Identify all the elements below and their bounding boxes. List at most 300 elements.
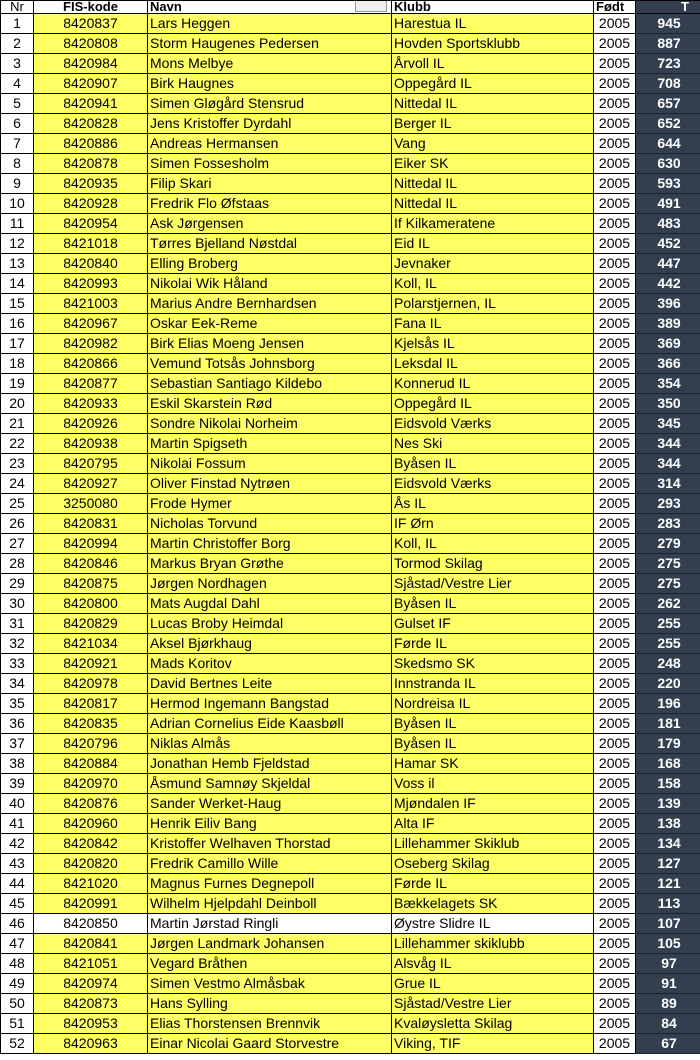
cell-nr[interactable]: 48 bbox=[1, 954, 34, 974]
cell-total[interactable]: 283 bbox=[636, 514, 700, 534]
cell-fodt[interactable]: 2005 bbox=[594, 874, 636, 894]
cell-navn[interactable]: Jørgen Landmark Johansen bbox=[148, 934, 392, 954]
cell-klubb[interactable]: Ås IL bbox=[392, 494, 594, 514]
cell-nr[interactable]: 4 bbox=[1, 74, 34, 94]
cell-fis-kode[interactable]: 8420991 bbox=[34, 894, 148, 914]
table-row[interactable] bbox=[1, 894, 700, 914]
cell-klubb[interactable]: Lillehammer Skiklub bbox=[392, 834, 594, 854]
cell-klubb[interactable]: Byåsen IL bbox=[392, 734, 594, 754]
cell-fodt[interactable]: 2005 bbox=[594, 294, 636, 314]
cell-fis-kode[interactable]: 8420829 bbox=[34, 614, 148, 634]
table-row[interactable] bbox=[1, 314, 700, 334]
table-row[interactable] bbox=[1, 194, 700, 214]
cell-total[interactable]: 630 bbox=[636, 154, 700, 174]
cell-klubb[interactable]: Skedsmo SK bbox=[392, 654, 594, 674]
cell-navn[interactable]: Nikolai Wik Håland bbox=[148, 274, 392, 294]
cell-fis-kode[interactable]: 8420837 bbox=[34, 14, 148, 34]
cell-klubb[interactable]: Eiker SK bbox=[392, 154, 594, 174]
cell-navn[interactable]: Eskil Skarstein Rød bbox=[148, 394, 392, 414]
cell-navn[interactable]: Henrik Eiliv Bang bbox=[148, 814, 392, 834]
cell-nr[interactable]: 38 bbox=[1, 754, 34, 774]
cell-fodt[interactable]: 2005 bbox=[594, 994, 636, 1014]
cell-navn[interactable]: Fredrik Camillo Wille bbox=[148, 854, 392, 874]
cell-nr[interactable]: 20 bbox=[1, 394, 34, 414]
cell-nr[interactable]: 49 bbox=[1, 974, 34, 994]
cell-fodt[interactable]: 2005 bbox=[594, 314, 636, 334]
cell-nr[interactable]: 34 bbox=[1, 674, 34, 694]
cell-klubb[interactable]: Eidsvold Værks bbox=[392, 474, 594, 494]
cell-fodt[interactable]: 2005 bbox=[594, 854, 636, 874]
cell-fis-kode[interactable]: 8421020 bbox=[34, 874, 148, 894]
cell-total[interactable]: 314 bbox=[636, 474, 700, 494]
cell-fodt[interactable]: 2005 bbox=[594, 914, 636, 934]
cell-fodt[interactable]: 2005 bbox=[594, 94, 636, 114]
cell-navn[interactable]: Elias Thorstensen Brennvik bbox=[148, 1014, 392, 1034]
cell-fodt[interactable]: 2005 bbox=[594, 894, 636, 914]
cell-klubb[interactable]: Alta IF bbox=[392, 814, 594, 834]
cell-fodt[interactable]: 2005 bbox=[594, 114, 636, 134]
cell-nr[interactable]: 31 bbox=[1, 614, 34, 634]
cell-fodt[interactable]: 2005 bbox=[594, 1034, 636, 1054]
cell-navn[interactable]: Birk Elias Moeng Jensen bbox=[148, 334, 392, 354]
table-row[interactable] bbox=[1, 14, 700, 34]
cell-klubb[interactable]: Viking, TIF bbox=[392, 1034, 594, 1054]
cell-fodt[interactable]: 2005 bbox=[594, 674, 636, 694]
cell-nr[interactable]: 1 bbox=[1, 14, 34, 34]
cell-fis-kode[interactable]: 8420850 bbox=[34, 914, 148, 934]
cell-klubb[interactable]: Årvoll IL bbox=[392, 54, 594, 74]
table-row[interactable] bbox=[1, 374, 700, 394]
cell-fodt[interactable]: 2005 bbox=[594, 414, 636, 434]
table-row[interactable] bbox=[1, 974, 700, 994]
cell-navn[interactable]: Oskar Eek-Reme bbox=[148, 314, 392, 334]
cell-klubb[interactable]: Bækkelagets SK bbox=[392, 894, 594, 914]
cell-total[interactable]: 113 bbox=[636, 894, 700, 914]
cell-fis-kode[interactable]: 8420820 bbox=[34, 854, 148, 874]
cell-total[interactable]: 354 bbox=[636, 374, 700, 394]
cell-fodt[interactable]: 2005 bbox=[594, 774, 636, 794]
cell-navn[interactable]: Jørgen Nordhagen bbox=[148, 574, 392, 594]
cell-navn[interactable]: Martin Jørstad Ringli bbox=[148, 914, 392, 934]
cell-fis-kode[interactable]: 8420840 bbox=[34, 254, 148, 274]
cell-navn[interactable]: Andreas Hermansen bbox=[148, 134, 392, 154]
cell-total[interactable]: 442 bbox=[636, 274, 700, 294]
cell-total[interactable]: 84 bbox=[636, 1014, 700, 1034]
table-row[interactable] bbox=[1, 414, 700, 434]
cell-nr[interactable]: 43 bbox=[1, 854, 34, 874]
cell-klubb[interactable]: Oppegård IL bbox=[392, 74, 594, 94]
cell-navn[interactable]: Filip Skari bbox=[148, 174, 392, 194]
cell-total[interactable]: 708 bbox=[636, 74, 700, 94]
cell-fis-kode[interactable]: 8421051 bbox=[34, 954, 148, 974]
cell-nr[interactable]: 50 bbox=[1, 994, 34, 1014]
cell-fodt[interactable]: 2005 bbox=[594, 494, 636, 514]
cell-klubb[interactable]: Kvaløysletta Skilag bbox=[392, 1014, 594, 1034]
cell-klubb[interactable]: Innstranda IL bbox=[392, 674, 594, 694]
table-row[interactable] bbox=[1, 454, 700, 474]
cell-total[interactable]: 344 bbox=[636, 434, 700, 454]
cell-fis-kode[interactable]: 8420933 bbox=[34, 394, 148, 414]
table-row[interactable] bbox=[1, 734, 700, 754]
table-row[interactable] bbox=[1, 354, 700, 374]
table-row[interactable] bbox=[1, 554, 700, 574]
cell-klubb[interactable]: Byåsen IL bbox=[392, 454, 594, 474]
cell-total[interactable]: 723 bbox=[636, 54, 700, 74]
cell-total[interactable]: 593 bbox=[636, 174, 700, 194]
table-row[interactable] bbox=[1, 214, 700, 234]
cell-nr[interactable]: 41 bbox=[1, 814, 34, 834]
table-row[interactable] bbox=[1, 134, 700, 154]
cell-total[interactable]: 652 bbox=[636, 114, 700, 134]
cell-navn[interactable]: Hermod Ingemann Bangstad bbox=[148, 694, 392, 714]
cell-fodt[interactable]: 2005 bbox=[594, 1014, 636, 1034]
cell-nr[interactable]: 17 bbox=[1, 334, 34, 354]
cell-klubb[interactable]: Fana IL bbox=[392, 314, 594, 334]
cell-total[interactable]: 945 bbox=[636, 14, 700, 34]
cell-navn[interactable]: Nicholas Torvund bbox=[148, 514, 392, 534]
cell-total[interactable]: 158 bbox=[636, 774, 700, 794]
cell-klubb[interactable]: Grue IL bbox=[392, 974, 594, 994]
table-row[interactable] bbox=[1, 674, 700, 694]
cell-fis-kode[interactable]: 8420941 bbox=[34, 94, 148, 114]
table-row[interactable] bbox=[1, 714, 700, 734]
cell-nr[interactable]: 36 bbox=[1, 714, 34, 734]
cell-nr[interactable]: 23 bbox=[1, 454, 34, 474]
cell-fodt[interactable]: 2005 bbox=[594, 694, 636, 714]
table-row[interactable] bbox=[1, 474, 700, 494]
cell-fis-kode[interactable]: 8420935 bbox=[34, 174, 148, 194]
cell-total[interactable]: 138 bbox=[636, 814, 700, 834]
cell-klubb[interactable]: Koll, IL bbox=[392, 274, 594, 294]
cell-fodt[interactable]: 2005 bbox=[594, 654, 636, 674]
cell-fis-kode[interactable]: 8420876 bbox=[34, 794, 148, 814]
cell-total[interactable]: 657 bbox=[636, 94, 700, 114]
table-row[interactable] bbox=[1, 274, 700, 294]
cell-nr[interactable]: 47 bbox=[1, 934, 34, 954]
column-header-navn[interactable] bbox=[148, 1, 392, 14]
cell-fodt[interactable]: 2005 bbox=[594, 734, 636, 754]
cell-klubb[interactable]: Eidsvold Værks bbox=[392, 414, 594, 434]
cell-fis-kode[interactable]: 8420994 bbox=[34, 534, 148, 554]
table-row[interactable] bbox=[1, 514, 700, 534]
table-row[interactable] bbox=[1, 174, 700, 194]
table-row[interactable] bbox=[1, 774, 700, 794]
cell-klubb[interactable]: Tormod Skilag bbox=[392, 554, 594, 574]
cell-navn[interactable]: Vegard Bråthen bbox=[148, 954, 392, 974]
table-row[interactable] bbox=[1, 994, 700, 1014]
cell-klubb[interactable]: Vang bbox=[392, 134, 594, 154]
cell-klubb[interactable]: Gulset IF bbox=[392, 614, 594, 634]
cell-nr[interactable]: 21 bbox=[1, 414, 34, 434]
cell-navn[interactable]: Lucas Broby Heimdal bbox=[148, 614, 392, 634]
column-header-nr[interactable]: Nr bbox=[1, 1, 34, 14]
cell-navn[interactable]: Jens Kristoffer Dyrdahl bbox=[148, 114, 392, 134]
cell-total[interactable]: 168 bbox=[636, 754, 700, 774]
cell-klubb[interactable]: Mjøndalen IF bbox=[392, 794, 594, 814]
cell-total[interactable]: 396 bbox=[636, 294, 700, 314]
cell-klubb[interactable]: IF Ørn bbox=[392, 514, 594, 534]
column-header-fodt[interactable]: Født bbox=[594, 1, 636, 14]
cell-fis-kode[interactable]: 8420795 bbox=[34, 454, 148, 474]
cell-klubb[interactable]: Nittedal IL bbox=[392, 94, 594, 114]
cell-fodt[interactable]: 2005 bbox=[594, 374, 636, 394]
cell-klubb[interactable]: Berger IL bbox=[392, 114, 594, 134]
cell-total[interactable]: 491 bbox=[636, 194, 700, 214]
cell-nr[interactable]: 2 bbox=[1, 34, 34, 54]
table-row[interactable] bbox=[1, 574, 700, 594]
cell-klubb[interactable]: Nittedal IL bbox=[392, 194, 594, 214]
column-header-klubb[interactable]: Klubb bbox=[392, 1, 594, 14]
cell-navn[interactable]: Martin Christoffer Borg bbox=[148, 534, 392, 554]
cell-klubb[interactable]: Sjåstad/Vestre Lier bbox=[392, 994, 594, 1014]
cell-total[interactable]: 389 bbox=[636, 314, 700, 334]
cell-nr[interactable]: 22 bbox=[1, 434, 34, 454]
cell-klubb[interactable]: Kjelsås IL bbox=[392, 334, 594, 354]
cell-fis-kode[interactable]: 8420866 bbox=[34, 354, 148, 374]
cell-klubb[interactable]: Øystre Slidre IL bbox=[392, 914, 594, 934]
cell-fodt[interactable]: 2005 bbox=[594, 714, 636, 734]
table-row[interactable] bbox=[1, 854, 700, 874]
cell-nr[interactable]: 8 bbox=[1, 154, 34, 174]
cell-nr[interactable]: 35 bbox=[1, 694, 34, 714]
table-row[interactable] bbox=[1, 794, 700, 814]
cell-nr[interactable]: 11 bbox=[1, 214, 34, 234]
cell-fodt[interactable]: 2005 bbox=[594, 554, 636, 574]
cell-klubb[interactable]: Byåsen IL bbox=[392, 594, 594, 614]
cell-fodt[interactable]: 2005 bbox=[594, 954, 636, 974]
table-row[interactable] bbox=[1, 154, 700, 174]
cell-klubb[interactable]: Nittedal IL bbox=[392, 174, 594, 194]
cell-fodt[interactable]: 2005 bbox=[594, 334, 636, 354]
cell-navn[interactable]: Åsmund Samnøy Skjeldal bbox=[148, 774, 392, 794]
cell-total[interactable]: 350 bbox=[636, 394, 700, 414]
cell-fis-kode[interactable]: 8420873 bbox=[34, 994, 148, 1014]
cell-nr[interactable]: 37 bbox=[1, 734, 34, 754]
table-row[interactable] bbox=[1, 814, 700, 834]
cell-nr[interactable]: 19 bbox=[1, 374, 34, 394]
cell-navn[interactable]: Markus Bryan Grøthe bbox=[148, 554, 392, 574]
cell-fodt[interactable]: 2005 bbox=[594, 454, 636, 474]
cell-nr[interactable]: 33 bbox=[1, 654, 34, 674]
cell-total[interactable]: 483 bbox=[636, 214, 700, 234]
cell-navn[interactable]: Ask Jørgensen bbox=[148, 214, 392, 234]
cell-total[interactable]: 452 bbox=[636, 234, 700, 254]
cell-nr[interactable]: 32 bbox=[1, 634, 34, 654]
column-header-total[interactable]: T bbox=[636, 1, 700, 14]
cell-nr[interactable]: 52 bbox=[1, 1034, 34, 1054]
cell-fodt[interactable]: 2005 bbox=[594, 614, 636, 634]
cell-klubb[interactable]: Oseberg Skilag bbox=[392, 854, 594, 874]
table-row[interactable] bbox=[1, 434, 700, 454]
cell-navn[interactable]: Storm Haugenes Pedersen bbox=[148, 34, 392, 54]
cell-fis-kode[interactable]: 8420817 bbox=[34, 694, 148, 714]
table-row[interactable] bbox=[1, 74, 700, 94]
cell-total[interactable]: 369 bbox=[636, 334, 700, 354]
table-row[interactable] bbox=[1, 914, 700, 934]
cell-nr[interactable]: 44 bbox=[1, 874, 34, 894]
cell-nr[interactable]: 28 bbox=[1, 554, 34, 574]
cell-navn[interactable]: Simen Gløgård Stensrud bbox=[148, 94, 392, 114]
cell-fis-kode[interactable]: 8420967 bbox=[34, 314, 148, 334]
cell-total[interactable]: 447 bbox=[636, 254, 700, 274]
cell-navn[interactable]: Oliver Finstad Nytrøen bbox=[148, 474, 392, 494]
cell-total[interactable]: 105 bbox=[636, 934, 700, 954]
cell-klubb[interactable]: Konnerud IL bbox=[392, 374, 594, 394]
cell-fodt[interactable]: 2005 bbox=[594, 394, 636, 414]
cell-klubb[interactable]: Lillehammer skiklubb bbox=[392, 934, 594, 954]
cell-fis-kode[interactable]: 8420938 bbox=[34, 434, 148, 454]
cell-fis-kode[interactable]: 8420842 bbox=[34, 834, 148, 854]
cell-klubb[interactable]: Sjåstad/Vestre Lier bbox=[392, 574, 594, 594]
table-row[interactable] bbox=[1, 534, 700, 554]
table-row[interactable] bbox=[1, 954, 700, 974]
cell-nr[interactable]: 3 bbox=[1, 54, 34, 74]
cell-klubb[interactable]: Alsvåg IL bbox=[392, 954, 594, 974]
table-row[interactable] bbox=[1, 34, 700, 54]
cell-navn[interactable]: Martin Spigseth bbox=[148, 434, 392, 454]
cell-fis-kode[interactable]: 3250080 bbox=[34, 494, 148, 514]
cell-fodt[interactable]: 2005 bbox=[594, 794, 636, 814]
cell-klubb[interactable]: Nordreisa IL bbox=[392, 694, 594, 714]
cell-fodt[interactable]: 2005 bbox=[594, 634, 636, 654]
cell-fis-kode[interactable]: 8420921 bbox=[34, 654, 148, 674]
cell-navn[interactable]: Mons Melbye bbox=[148, 54, 392, 74]
cell-nr[interactable]: 7 bbox=[1, 134, 34, 154]
cell-klubb[interactable]: Harestua IL bbox=[392, 14, 594, 34]
cell-total[interactable]: 121 bbox=[636, 874, 700, 894]
cell-total[interactable]: 344 bbox=[636, 454, 700, 474]
table-row[interactable] bbox=[1, 54, 700, 74]
cell-navn[interactable]: Sander Werket-Haug bbox=[148, 794, 392, 814]
cell-fis-kode[interactable]: 8421018 bbox=[34, 234, 148, 254]
table-row[interactable] bbox=[1, 594, 700, 614]
table-row[interactable] bbox=[1, 694, 700, 714]
cell-fis-kode[interactable]: 8420970 bbox=[34, 774, 148, 794]
cell-fis-kode[interactable]: 8420886 bbox=[34, 134, 148, 154]
cell-fis-kode[interactable]: 8420835 bbox=[34, 714, 148, 734]
cell-fodt[interactable]: 2005 bbox=[594, 54, 636, 74]
cell-nr[interactable]: 24 bbox=[1, 474, 34, 494]
table-row[interactable] bbox=[1, 614, 700, 634]
cell-navn[interactable]: Nikolai Fossum bbox=[148, 454, 392, 474]
cell-fodt[interactable]: 2005 bbox=[594, 514, 636, 534]
cell-klubb[interactable]: Polarstjernen, IL bbox=[392, 294, 594, 314]
cell-fis-kode[interactable]: 8420978 bbox=[34, 674, 148, 694]
cell-fodt[interactable]: 2005 bbox=[594, 34, 636, 54]
cell-total[interactable]: 89 bbox=[636, 994, 700, 1014]
cell-fodt[interactable]: 2005 bbox=[594, 574, 636, 594]
cell-klubb[interactable]: Voss il bbox=[392, 774, 594, 794]
cell-total[interactable]: 255 bbox=[636, 634, 700, 654]
cell-klubb[interactable]: Koll, IL bbox=[392, 534, 594, 554]
cell-fodt[interactable]: 2005 bbox=[594, 434, 636, 454]
cell-total[interactable]: 275 bbox=[636, 554, 700, 574]
cell-fis-kode[interactable]: 8420974 bbox=[34, 974, 148, 994]
cell-fodt[interactable]: 2005 bbox=[594, 254, 636, 274]
cell-total[interactable]: 248 bbox=[636, 654, 700, 674]
table-row[interactable] bbox=[1, 1014, 700, 1034]
cell-nr[interactable]: 6 bbox=[1, 114, 34, 134]
cell-navn[interactable]: Frode Hymer bbox=[148, 494, 392, 514]
cell-fis-kode[interactable]: 8420963 bbox=[34, 1034, 148, 1054]
table-row[interactable] bbox=[1, 754, 700, 774]
cell-fis-kode[interactable]: 8420927 bbox=[34, 474, 148, 494]
cell-navn[interactable]: Aksel Bjørkhaug bbox=[148, 634, 392, 654]
cell-nr[interactable]: 14 bbox=[1, 274, 34, 294]
cell-nr[interactable]: 51 bbox=[1, 1014, 34, 1034]
filter-dropdown-button[interactable] bbox=[355, 1, 387, 13]
cell-total[interactable]: 181 bbox=[636, 714, 700, 734]
cell-klubb[interactable]: Oppegård IL bbox=[392, 394, 594, 414]
cell-total[interactable]: 67 bbox=[636, 1034, 700, 1054]
cell-total[interactable]: 366 bbox=[636, 354, 700, 374]
cell-navn[interactable]: Adrian Cornelius Eide Kaasbøll bbox=[148, 714, 392, 734]
cell-fis-kode[interactable]: 8420800 bbox=[34, 594, 148, 614]
cell-total[interactable]: 644 bbox=[636, 134, 700, 154]
cell-fis-kode[interactable]: 8420953 bbox=[34, 1014, 148, 1034]
table-row[interactable] bbox=[1, 94, 700, 114]
cell-fis-kode[interactable]: 8420960 bbox=[34, 814, 148, 834]
table-row[interactable] bbox=[1, 1034, 700, 1054]
table-row[interactable] bbox=[1, 394, 700, 414]
cell-navn[interactable]: Jonathan Hemb Fjeldstad bbox=[148, 754, 392, 774]
cell-total[interactable]: 279 bbox=[636, 534, 700, 554]
cell-fodt[interactable]: 2005 bbox=[594, 594, 636, 614]
cell-fodt[interactable]: 2005 bbox=[594, 814, 636, 834]
cell-fodt[interactable]: 2005 bbox=[594, 474, 636, 494]
cell-nr[interactable]: 10 bbox=[1, 194, 34, 214]
cell-navn[interactable]: Simen Fossesholm bbox=[148, 154, 392, 174]
cell-total[interactable]: 255 bbox=[636, 614, 700, 634]
cell-navn[interactable]: Tørres Bjelland Nøstdal bbox=[148, 234, 392, 254]
cell-fis-kode[interactable]: 8420982 bbox=[34, 334, 148, 354]
cell-total[interactable]: 107 bbox=[636, 914, 700, 934]
cell-fis-kode[interactable]: 8420926 bbox=[34, 414, 148, 434]
cell-fodt[interactable]: 2005 bbox=[594, 754, 636, 774]
cell-navn[interactable]: Fredrik Flo Øfstaas bbox=[148, 194, 392, 214]
cell-fodt[interactable]: 2005 bbox=[594, 214, 636, 234]
cell-navn[interactable]: David Bertnes Leite bbox=[148, 674, 392, 694]
cell-fodt[interactable]: 2005 bbox=[594, 834, 636, 854]
cell-navn[interactable]: Niklas Almås bbox=[148, 734, 392, 754]
cell-nr[interactable]: 40 bbox=[1, 794, 34, 814]
cell-klubb[interactable]: Hamar SK bbox=[392, 754, 594, 774]
cell-fodt[interactable]: 2005 bbox=[594, 274, 636, 294]
cell-fodt[interactable]: 2005 bbox=[594, 74, 636, 94]
cell-fis-kode[interactable]: 8420993 bbox=[34, 274, 148, 294]
cell-nr[interactable]: 9 bbox=[1, 174, 34, 194]
cell-navn[interactable]: Vemund Totsås Johnsborg bbox=[148, 354, 392, 374]
table-row[interactable] bbox=[1, 294, 700, 314]
cell-fis-kode[interactable]: 8420828 bbox=[34, 114, 148, 134]
cell-fodt[interactable]: 2005 bbox=[594, 14, 636, 34]
table-row[interactable] bbox=[1, 234, 700, 254]
cell-nr[interactable]: 25 bbox=[1, 494, 34, 514]
cell-fis-kode[interactable]: 8420808 bbox=[34, 34, 148, 54]
cell-klubb[interactable]: Leksdal IL bbox=[392, 354, 594, 374]
cell-fis-kode[interactable]: 8421003 bbox=[34, 294, 148, 314]
cell-navn[interactable]: Marius Andre Bernhardsen bbox=[148, 294, 392, 314]
table-row[interactable] bbox=[1, 334, 700, 354]
cell-total[interactable]: 97 bbox=[636, 954, 700, 974]
cell-navn[interactable]: Sebastian Santiago Kildebo bbox=[148, 374, 392, 394]
cell-nr[interactable]: 12 bbox=[1, 234, 34, 254]
column-header-fis-kode[interactable]: FIS-kode bbox=[34, 1, 148, 14]
cell-fodt[interactable]: 2005 bbox=[594, 154, 636, 174]
cell-klubb[interactable]: Jevnaker bbox=[392, 254, 594, 274]
cell-fis-kode[interactable]: 8420846 bbox=[34, 554, 148, 574]
table-row[interactable] bbox=[1, 494, 700, 514]
